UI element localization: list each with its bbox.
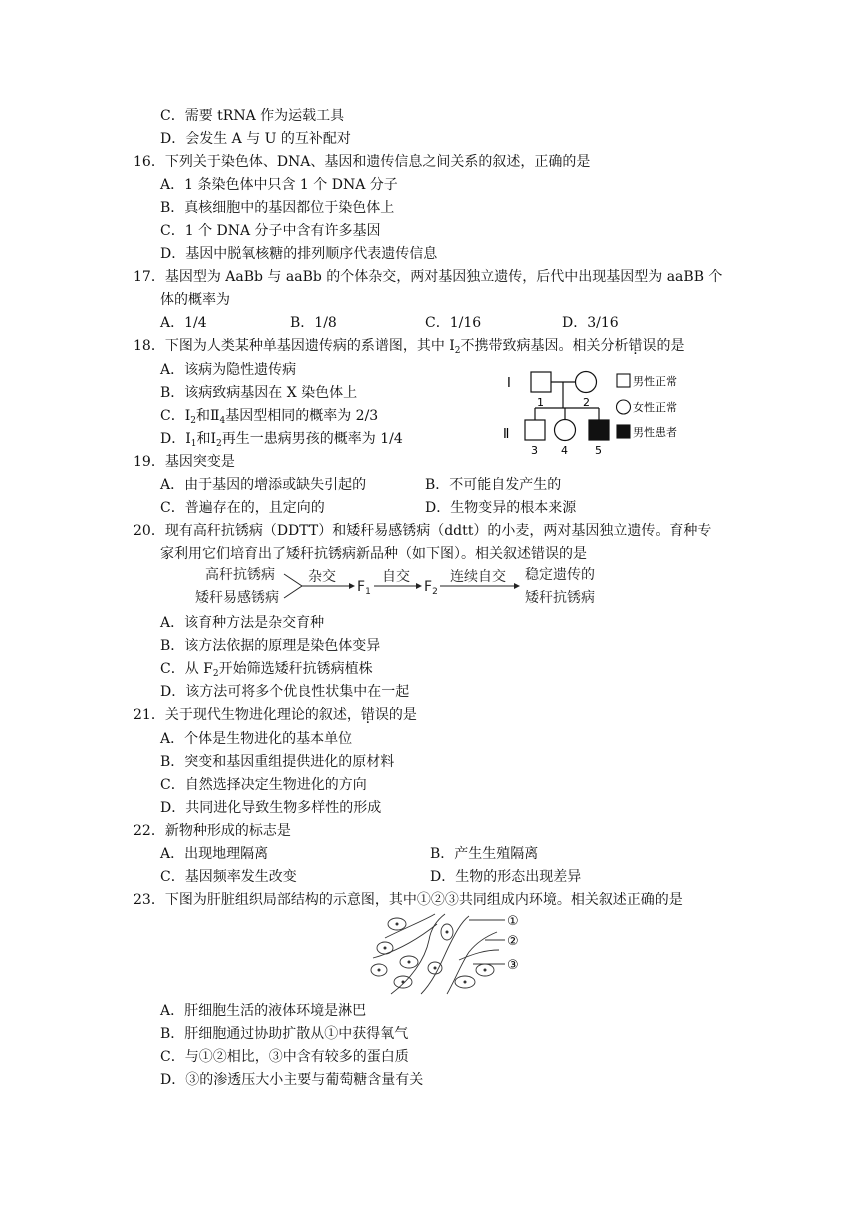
vessel-wall (385, 914, 435, 938)
q18-stem-post: 误的是 (642, 338, 685, 354)
flow-result-line1: 稳定遗传的 (525, 567, 595, 583)
pedigree-num-3: 3 (531, 444, 538, 457)
flow-f2 (424, 579, 438, 597)
q20-c-pre: C．从 F (160, 661, 213, 677)
q20-option-c (160, 659, 373, 679)
vessel-wall (447, 932, 497, 994)
flow-f1-sub: 1 (365, 587, 371, 597)
cell-nucleus (378, 969, 381, 972)
q22-option-c: C．基因频率发生改变 (160, 869, 297, 885)
flow-step-self: 自交 (382, 569, 410, 585)
q21-stem-emphasis: 错 (360, 707, 375, 723)
flow-bracket-bottom (284, 586, 302, 598)
q23-option-c: C．与①②相比，③中含有较多的蛋白质 (160, 1049, 409, 1065)
q17-option-a: A．1/4 (160, 315, 207, 331)
cell-nucleus (464, 981, 467, 984)
diagram-label-2: ② (507, 934, 519, 949)
flow-f1-label: F (357, 579, 366, 595)
q18-d-post: 再生一患病男孩的概率为 1/4 (221, 431, 403, 447)
q18-c-pre: C．Ⅰ (160, 408, 191, 424)
q23-option-d: D．③的渗透压大小主要与葡萄糖含量有关 (160, 1072, 424, 1088)
q20-option-a: A．该育种方法是杂交育种 (160, 615, 325, 631)
q18-d-sub2: 2 (216, 439, 222, 449)
q21-option-d: D．共同进化导致生物多样性的形成 (160, 800, 382, 816)
q17-stem-line2: 体的概率为 (160, 292, 230, 308)
pedigree-num-5: 5 (595, 444, 602, 457)
legend-female-normal-label: 女性正常 (633, 401, 677, 414)
pedigree-individual-3-male-normal (525, 420, 545, 440)
flow-arrowhead-2 (416, 583, 422, 589)
q17-stem-line1: 17．基因型为 AaBb 与 aaBb 的个体杂交，两对基因独立遗传，后代中出现基因型为 aaBB 个 (133, 269, 723, 285)
q16-option-a: A．1 条染色体中只含 1 个 DNA 分子 (160, 177, 398, 193)
cell-nucleus (408, 961, 411, 964)
q18-stem-mid: 不携带致病基因。相关分析 (460, 338, 629, 354)
flow-step-continuous-self: 连续自交 (450, 569, 506, 585)
flow-parent-2: 矮秆易感锈病 (195, 590, 279, 606)
q18-option-b: B．该病致病基因在 X 染色体上 (160, 385, 358, 401)
cell-nucleus (402, 981, 405, 984)
cell-nucleus (434, 967, 437, 970)
pedigree-individual-2-female-normal (576, 372, 597, 393)
q20-c-sub: 2 (212, 669, 219, 679)
q19-option-c: C．普遍存在的，且定向的 (160, 500, 325, 516)
cell-nucleus (396, 923, 399, 926)
flow-f2-label: F (424, 579, 433, 595)
liver-tissue-diagram (365, 910, 535, 996)
q15-option-d: D．会发生 A 与 U 的互补配对 (160, 131, 351, 147)
flow-f2-sub: 2 (432, 587, 438, 597)
q18-d-pre: D．Ⅰ (160, 431, 191, 447)
vessel-wall (421, 916, 469, 994)
q16-option-d: D．基因中脱氧核糖的排列顺序代表遗传信息 (160, 246, 438, 262)
q20-c-post: 开始筛选矮秆抗锈病植株 (218, 661, 373, 677)
flow-result-line2: 矮秆抗锈病 (525, 590, 595, 606)
q22-option-a: A．出现地理隔离 (160, 846, 269, 862)
flow-f1 (357, 579, 371, 597)
q17-option-c: C．1/16 (425, 315, 482, 331)
q18-stem-pre: 18．下图为人类某种单基因遗传病的系谱图，其中 Ⅰ (133, 338, 455, 354)
diagram-label-3: ③ (507, 958, 519, 973)
q17-option-b: B．1/8 (290, 315, 337, 331)
q17-option-d: D．3/16 (562, 315, 619, 331)
q18-stem (133, 336, 685, 356)
flow-bracket-top (284, 574, 302, 586)
q18-c-sub2: 4 (219, 416, 226, 426)
q21-stem-post: 误的是 (374, 707, 417, 723)
q20-stem-line2: 家利用它们培育出了矮秆抗锈病新品种（如下图）。相关叙述错误的是 (160, 546, 587, 562)
q18-c-mid: 和Ⅱ (195, 408, 220, 424)
q20-option-d: D．该方法可将多个优良性状集中在一起 (160, 684, 410, 700)
q16-option-c: C．1 个 DNA 分子中含有许多基因 (160, 223, 381, 239)
pedigree-individual-1-male-normal (531, 372, 551, 392)
q19-option-a: A．由于基因的增添或缺失引起的 (160, 477, 367, 493)
q23-option-b: B．肝细胞通过协助扩散从①中获得氧气 (160, 1026, 409, 1042)
flow-arrowhead-1 (349, 583, 355, 589)
legend-male-patient-label: 男性患者 (633, 426, 677, 439)
legend-male-normal-icon (617, 374, 630, 387)
q18-c-sub1: 2 (190, 416, 196, 426)
cell-nucleus (446, 931, 449, 934)
q16-stem: 16．下列关于染色体、DNA、基因和遗传信息之间关系的叙述，正确的是 (133, 154, 591, 170)
q18-option-a: A．该病为隐性遗传病 (160, 362, 297, 378)
q19-stem: 19．基因突变是 (133, 454, 235, 470)
legend-male-patient-icon (617, 425, 630, 438)
vessel-wall (373, 924, 437, 958)
q21-stem (133, 705, 417, 725)
q19-option-d: D．生物变异的根本来源 (425, 500, 577, 516)
cell-nucleus (484, 969, 487, 972)
q22-option-b: B．产生生殖隔离 (430, 846, 539, 862)
breeding-flow-diagram (190, 562, 610, 608)
pedigree-num-2: 2 (583, 396, 590, 409)
flow-step-cross: 杂交 (308, 569, 336, 585)
flow-parent-1: 高秆抗锈病 (205, 567, 275, 583)
pedigree-gen2-label: Ⅱ (503, 427, 510, 442)
cell-nucleus (384, 947, 387, 950)
q18-option-c (160, 406, 378, 426)
q23-stem: 23．下图为肝脏组织局部结构的示意图，其中①②③共同组成内环境。相关叙述正确的是 (133, 892, 683, 908)
q18-stem-emphasis: 错 (628, 338, 643, 354)
q20-option-b: B．该方法依据的原理是染色体变异 (160, 638, 381, 654)
q15-option-c: C．需要 tRNA 作为运载工具 (160, 108, 345, 124)
pedigree-chart (495, 362, 735, 462)
pedigree-gen1-label: Ⅰ (507, 376, 511, 391)
q16-option-b: B．真核细胞中的基因都位于染色体上 (160, 200, 395, 216)
q21-option-b: B．突变和基因重组提供进化的原材料 (160, 754, 395, 770)
q23-option-a: A．肝细胞生活的液体环境是淋巴 (160, 1003, 367, 1019)
pedigree-individual-5-male-patient (589, 420, 609, 440)
q18-d-sub1: 1 (190, 439, 197, 449)
pedigree-num-4: 4 (561, 444, 568, 457)
legend-male-normal-label: 男性正常 (633, 375, 677, 388)
flow-arrowhead-3 (514, 583, 520, 589)
q21-option-c: C．自然选择决定生物进化的方向 (160, 777, 367, 793)
q21-option-a: A．个体是生物进化的基本单位 (160, 731, 353, 747)
diagram-label-1: ① (507, 914, 519, 929)
q18-c-post: 基因型相同的概率为 2/3 (225, 408, 379, 424)
q19-option-b: B．不可能自发产生的 (425, 477, 562, 493)
q22-stem: 22．新物种形成的标志是 (133, 823, 291, 839)
q21-stem-pre: 21．关于现代生物进化理论的叙述， (133, 707, 361, 723)
q18-option-d (160, 429, 403, 449)
q20-stem-line1: 20．现有高秆抗锈病（DDTT）和矮秆易感锈病（ddtt）的小麦，两对基因独立遗传。育种专 (133, 523, 712, 539)
q18-stem-sub: 2 (454, 346, 461, 356)
pedigree-num-1: 1 (537, 396, 544, 409)
q18-d-mid: 和Ⅰ (196, 431, 217, 447)
pedigree-individual-4-female-normal (555, 420, 576, 441)
q22-option-d: D．生物的形态出现差异 (430, 869, 582, 885)
vessel-wall (391, 914, 445, 994)
legend-female-normal-icon (617, 400, 631, 414)
